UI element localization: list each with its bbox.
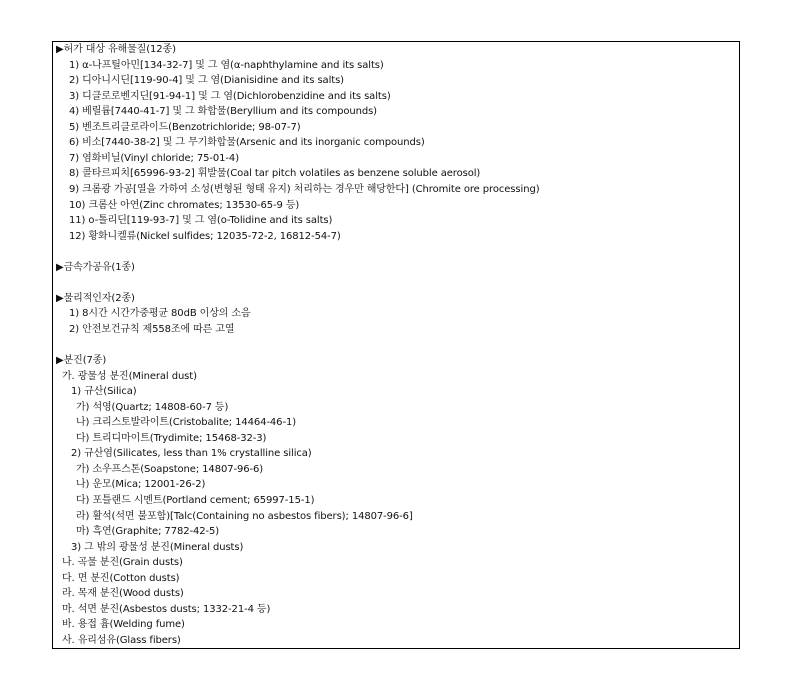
list-item: 라. 목재 분진(Wood dusts) bbox=[62, 588, 184, 600]
list-item: 다) 포틀랜드 시멘트(Portland cement; 65997-15-1) bbox=[76, 494, 315, 506]
list-item: 3) 디클로로벤지딘[91-94-1] 및 그 염(Dichlorobenzidine and its salts) bbox=[69, 90, 391, 102]
list-item: 나) 운모(Mica; 12001-26-2) bbox=[76, 479, 206, 491]
list-item: 4) 베릴륨[7440-41-7] 및 그 화합물(Beryllium and its compounds) bbox=[69, 106, 377, 118]
list-item: 7) 염화비닐(Vinyl chloride; 75-01-4) bbox=[69, 152, 239, 164]
list-item: 12) 황화니켈류(Nickel sulfides; 12035-72-2, 16812-54-7) bbox=[69, 230, 341, 242]
list-item: 10) 크롬산 아연(Zinc chromates; 13530-65-9 등) bbox=[69, 199, 300, 211]
list-item: 1) 8시간 시간가중평균 80dB 이상의 소음 bbox=[69, 308, 251, 320]
list-item: 바. 용접 흄(Welding fume) bbox=[62, 619, 185, 631]
list-item: 2) 디아니시딘[119-90-4] 및 그 염(Dianisidine and its salts) bbox=[69, 75, 344, 87]
list-item: 3) 그 밖의 광물성 분진(Mineral dusts) bbox=[71, 541, 244, 553]
list-item: 9) 크롬광 가공[열을 가하여 소성(변형된 형태 유지) 처리하는 경우만 해당한다] (Chromite ore processing) bbox=[69, 183, 540, 195]
list-item: 1) α-나프틸아민[134-32-7] 및 그 염(α-naphthylamine and its salts) bbox=[69, 59, 384, 71]
section-heading: ▶허가 대상 유해물질(12종) bbox=[56, 44, 176, 55]
list-item: 나. 곡물 분진(Grain dusts) bbox=[62, 557, 183, 569]
list-item: 8) 콜타르피치[65996-93-2] 휘발물(Coal tar pitch volatiles as benzene soluble aerosol) bbox=[69, 168, 481, 180]
list-item: 6) 비소[7440-38-2] 및 그 무기화합물(Arsenic and its inorganic compounds) bbox=[69, 137, 425, 149]
list-item: 사. 유리섬유(Glass fibers) bbox=[62, 634, 181, 646]
list-item: 2) 규산염(Silicates, less than 1% crystalline silica) bbox=[71, 448, 312, 460]
document-body bbox=[53, 42, 739, 648]
list-item: 다. 면 분진(Cotton dusts) bbox=[62, 572, 180, 584]
list-item: 마. 석면 분진(Asbestos dusts; 1332-21-4 등) bbox=[62, 603, 271, 615]
list-item: 나) 크리스토발라이트(Cristobalite; 14464-46-1) bbox=[76, 417, 297, 429]
list-item: 1) 규산(Silica) bbox=[71, 386, 137, 398]
list-item: 5) 벤조트리클로라이드(Benzotrichloride; 98-07-7) bbox=[69, 121, 301, 133]
list-item: 가) 석영(Quartz; 14808-60-7 등) bbox=[76, 401, 229, 413]
list-item: 마) 흑연(Graphite; 7782-42-5) bbox=[76, 526, 220, 538]
list-item: 가) 소우프스톤(Soapstone; 14807-96-6) bbox=[76, 463, 264, 475]
section-heading: ▶금속가공유(1종) bbox=[56, 261, 135, 273]
document-frame bbox=[52, 41, 740, 649]
list-item: 2) 안전보건규칙 제558조에 따른 고열 bbox=[69, 323, 235, 335]
section-heading: ▶분진(7종) bbox=[56, 355, 107, 366]
list-item: 라) 활석(석면 불포함)[Talc(Containing no asbestos fibers); 14807-96-6] bbox=[76, 510, 413, 522]
list-item: 가. 광물성 분진(Mineral dust) bbox=[62, 370, 197, 382]
list-item: 11) o-톨리딘[119-93-7] 및 그 염(o-Tolidine and its salts) bbox=[69, 215, 333, 227]
list-item: 다) 트리디마이트(Trydimite; 15468-32-3) bbox=[76, 432, 267, 444]
section-heading: ▶물리적인자(2종) bbox=[56, 292, 135, 304]
